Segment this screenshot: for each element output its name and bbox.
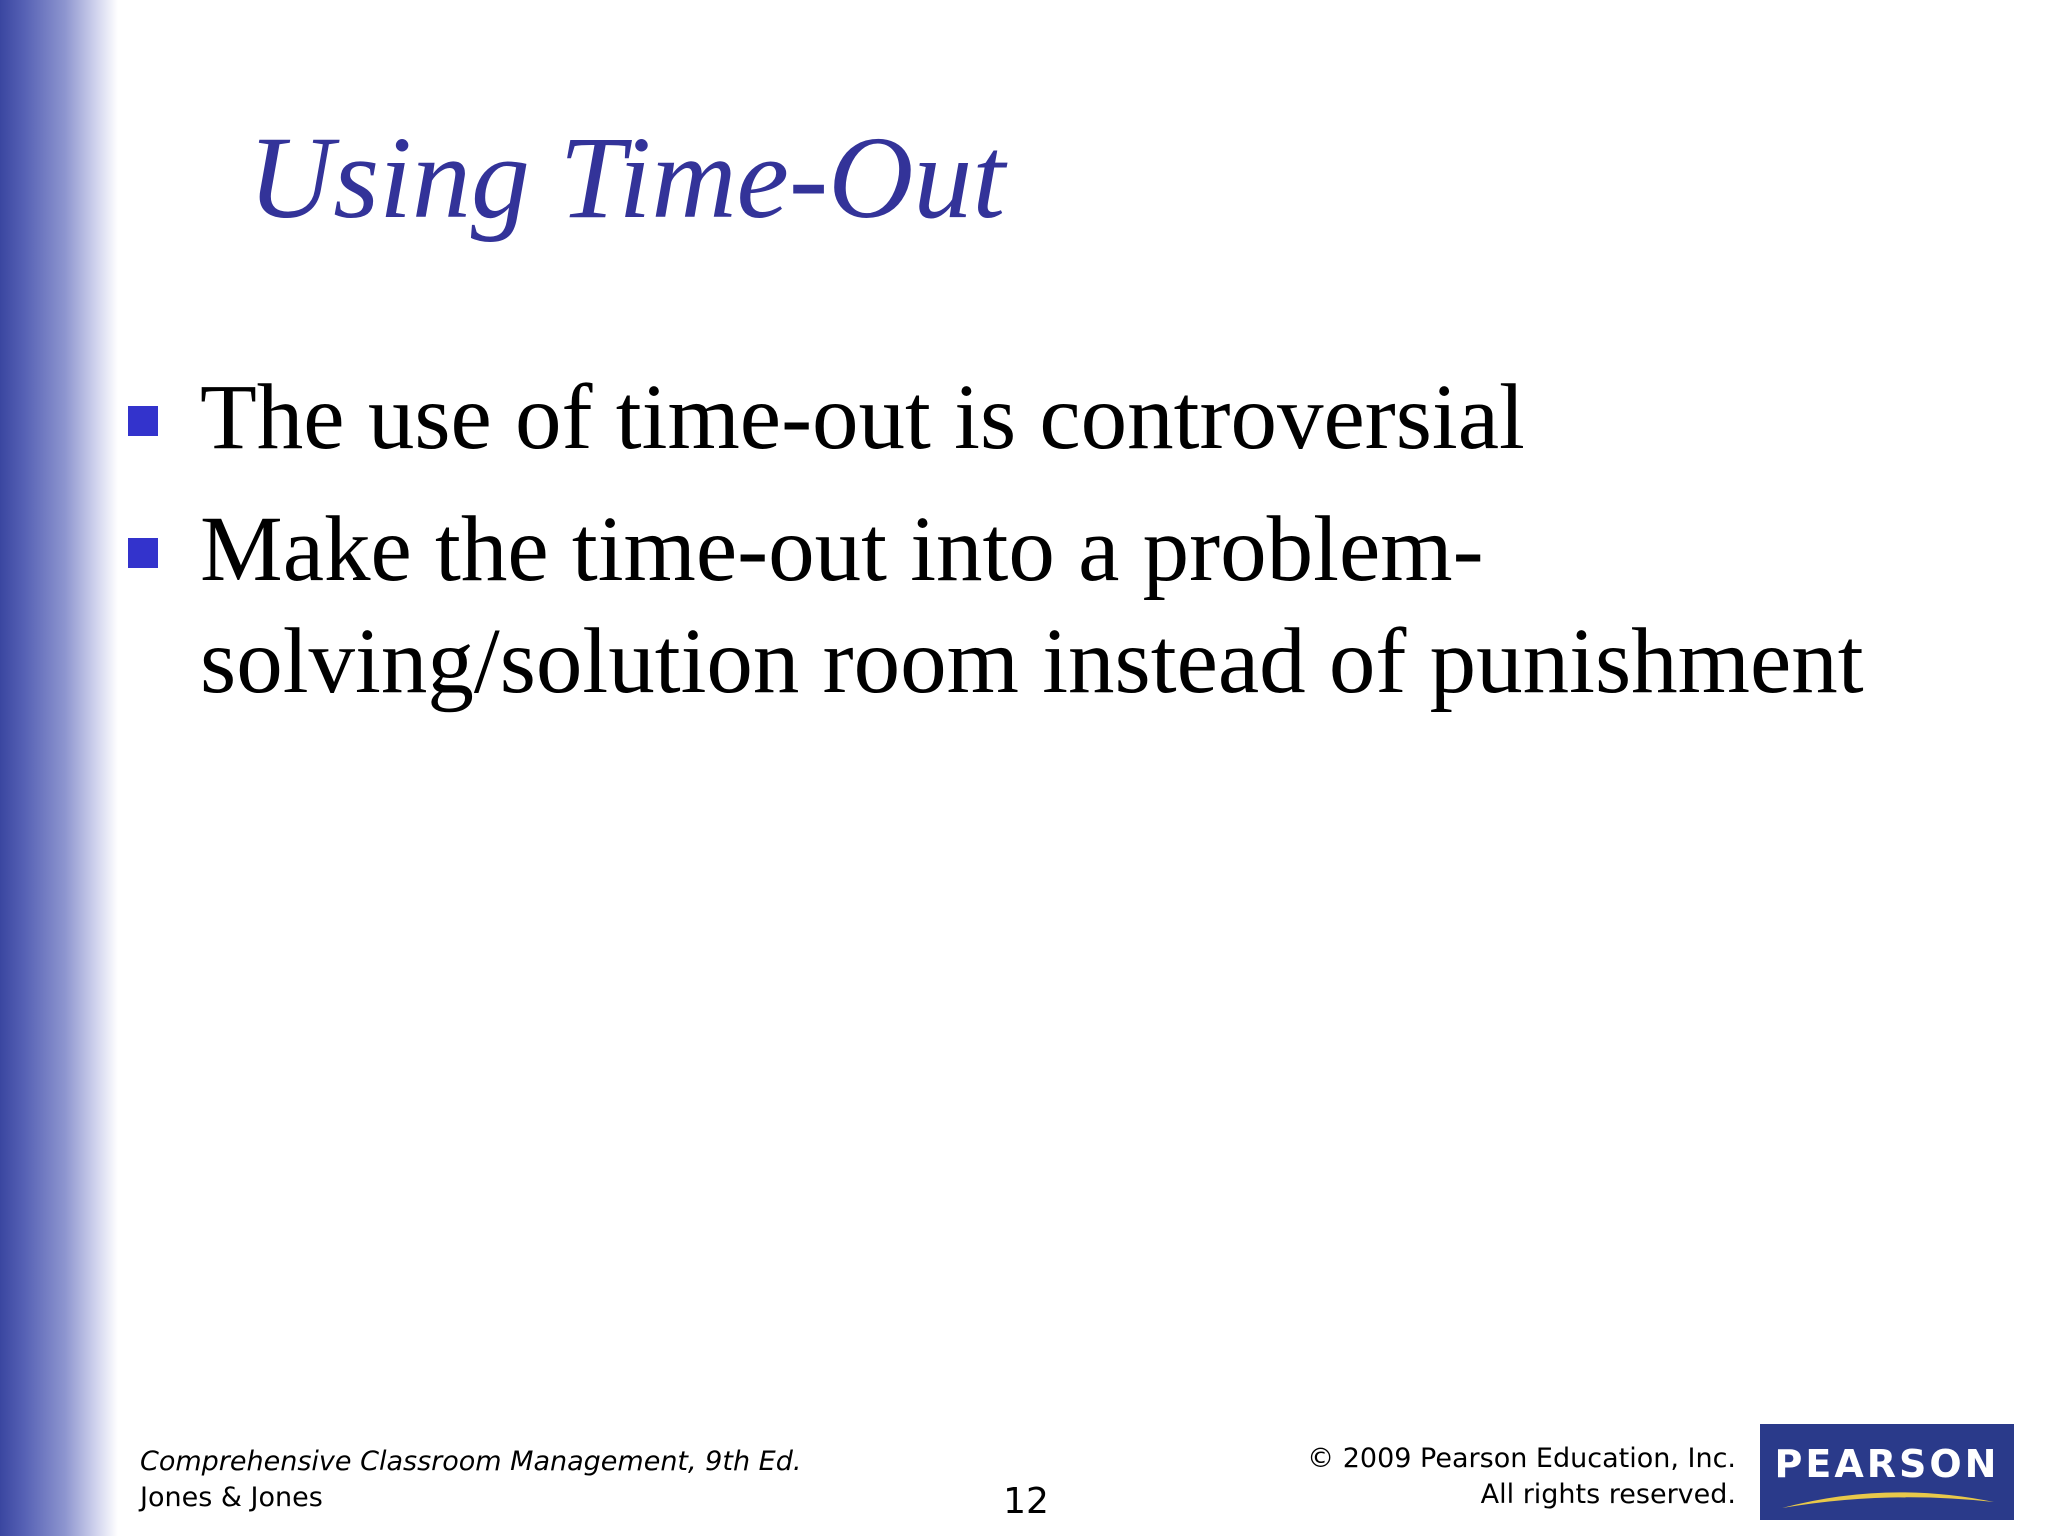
footer-copyright bbox=[1307, 1441, 1736, 1513]
slide-title: Using Time-Out bbox=[248, 112, 1006, 243]
left-gradient-bar bbox=[0, 0, 118, 1536]
bullet-item bbox=[126, 362, 1926, 474]
bullet-item bbox=[126, 494, 1926, 718]
logo-text: PEARSON bbox=[1774, 1442, 2000, 1486]
bullet-text: Make the time-out into a problem-solving/solution room instead of punishment bbox=[200, 498, 1864, 713]
square-bullet-icon bbox=[128, 406, 158, 436]
footer-citation bbox=[140, 1444, 801, 1516]
bullet-text: The use of time-out is controversial bbox=[200, 366, 1525, 469]
book-title: Comprehensive Classroom Management, 9th Ed. bbox=[140, 1446, 802, 1477]
pearson-logo bbox=[1760, 1424, 2014, 1520]
page-number: 12 bbox=[1003, 1481, 1049, 1522]
rights-line: All rights reserved. bbox=[1480, 1479, 1736, 1510]
square-bullet-icon bbox=[128, 538, 158, 568]
copyright-line: © 2009 Pearson Education, Inc. bbox=[1307, 1443, 1736, 1474]
book-authors: Jones & Jones bbox=[140, 1482, 323, 1513]
bullet-list bbox=[126, 362, 1926, 738]
